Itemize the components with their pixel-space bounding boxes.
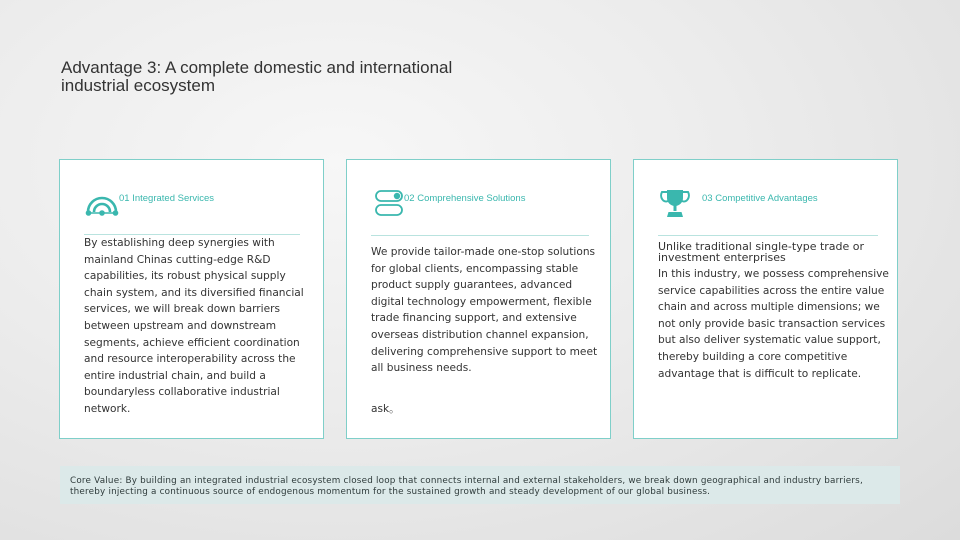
card-label: 03 Competitive Advantages <box>702 193 818 204</box>
core-value-banner: Core Value: By building an integrated industrial ecosystem closed loop that connects internal and external stakeholders, we break down geographical and industry barriers, thereby injecting a continuous source of endogenous momentum for the sustained growth and steady development of our global business. <box>60 466 900 504</box>
card-header <box>84 184 299 218</box>
card-body: We provide tailor-made one-stop solutions for global clients, encompassing stable product supply guarantees, advanced digital technology empowerment, flexible trade financing support, and extensive overseas distribution channel expansion, delivering comprehensive support to meet all business needs. <box>371 246 598 375</box>
card-divider <box>658 235 878 236</box>
card-comprehensive-solutions <box>346 159 611 439</box>
card-divider <box>371 235 589 236</box>
slide-title: Advantage 3: A complete domestic and international industrial ecosystem <box>61 58 453 95</box>
card-note: ask。 <box>371 403 400 415</box>
card-integrated-services <box>59 159 324 439</box>
trophy-icon <box>658 188 694 218</box>
card-subheading: Unlike traditional single-type trade or investment enterprises <box>658 240 865 264</box>
card-header <box>371 184 586 218</box>
card-label: 01 Integrated Services <box>119 193 215 204</box>
card-label: 02 Comprehensive Solutions <box>404 193 526 204</box>
card-body: In this industry, we possess comprehensive service capabilities across the entire value chain and across multiple dimensions; we not only provide basic transaction services but also deliver systematic value support, thereby building a core competitive advantage that is difficult to replicate. <box>658 268 889 380</box>
card-header <box>658 184 873 218</box>
card-competitive-advantages <box>633 159 898 439</box>
card-body: By establishing deep synergies with mainland Chinas cutting-edge R&D capabilities, its robust physical supply chain system, and its diversified financial services, we will break down barriers between upstream and downstream segments, achieve efficient coordination and resource interoperability across the entire industrial chain, and build a boundaryless collaborative industrial network. <box>84 237 304 415</box>
rainbow-network-icon <box>85 188 121 218</box>
